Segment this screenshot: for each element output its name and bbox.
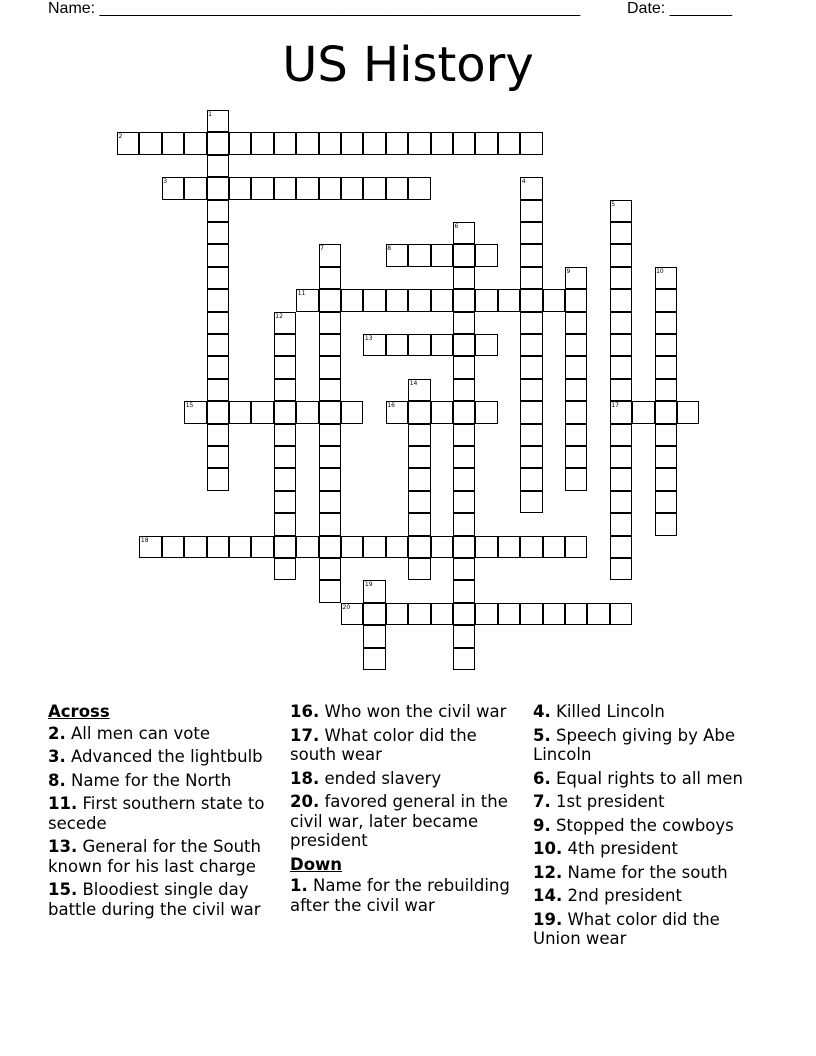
across-clue xyxy=(290,702,526,722)
clue-text: 1st president xyxy=(550,792,665,811)
grid-cell[interactable] xyxy=(453,625,475,647)
grid-cell[interactable] xyxy=(319,132,341,154)
grid-cell[interactable] xyxy=(251,132,273,154)
clue-number-label: 12 xyxy=(275,312,283,320)
down-clue xyxy=(533,792,769,812)
grid-cell[interactable] xyxy=(363,177,385,199)
across-clue xyxy=(290,726,526,765)
clue-number-label: 6 xyxy=(454,223,459,230)
clue-number-label: 7 xyxy=(320,245,324,253)
grid-cell[interactable] xyxy=(386,536,408,558)
grid-cell[interactable] xyxy=(363,289,385,311)
grid-cell[interactable] xyxy=(543,536,565,558)
down-clue xyxy=(533,816,769,836)
grid-cell[interactable] xyxy=(453,401,475,423)
clue-number: 1. xyxy=(290,876,308,895)
grid-cell[interactable] xyxy=(319,356,341,378)
clue-number: 17. xyxy=(290,725,320,745)
across-clue xyxy=(290,769,526,789)
grid-cell[interactable] xyxy=(274,356,296,378)
grid-cell[interactable] xyxy=(610,289,632,311)
grid-cell[interactable] xyxy=(274,513,296,535)
grid-cell[interactable] xyxy=(655,401,677,423)
grid-cell[interactable] xyxy=(274,132,296,154)
grid-cell[interactable] xyxy=(453,312,475,334)
grid-cell[interactable] xyxy=(453,446,475,468)
clue-text: ended slavery xyxy=(319,768,442,788)
grid-cell[interactable] xyxy=(207,312,229,334)
grid-cell[interactable] xyxy=(184,536,206,558)
grid-cell[interactable] xyxy=(386,177,408,199)
grid-cell[interactable] xyxy=(520,289,542,311)
grid-cell[interactable] xyxy=(520,468,542,490)
grid-cell[interactable] xyxy=(408,491,430,513)
grid-cell[interactable] xyxy=(408,603,430,625)
clue-text: General for the South known for his last charge xyxy=(48,837,261,876)
clue-text: favored general in the civil war, later became president xyxy=(290,792,508,850)
grid-cell[interactable] xyxy=(610,491,632,513)
clue-text: Who won the civil war xyxy=(319,702,507,721)
down-clue xyxy=(533,702,769,722)
clue-number-label: 3 xyxy=(163,178,168,186)
grid-cell[interactable] xyxy=(520,132,542,154)
clue-text: What color did the south wear xyxy=(290,725,477,764)
grid-cell[interactable] xyxy=(565,424,587,446)
grid-cell[interactable] xyxy=(319,289,341,311)
clue-number: 6. xyxy=(533,768,551,788)
grid-cell[interactable] xyxy=(408,244,430,266)
grid-cell[interactable] xyxy=(453,424,475,446)
grid-cell[interactable] xyxy=(520,267,542,289)
grid-cell[interactable] xyxy=(453,244,475,266)
grid-cell[interactable] xyxy=(139,132,161,154)
across-clue xyxy=(48,724,284,744)
grid-cell[interactable] xyxy=(610,603,632,625)
clue-number: 20. xyxy=(290,792,320,811)
grid-cell[interactable] xyxy=(296,401,318,423)
grid-cell[interactable] xyxy=(431,132,453,154)
across-clue xyxy=(48,771,284,791)
grid-cell[interactable] xyxy=(207,289,229,311)
grid-cell[interactable] xyxy=(453,491,475,513)
grid-cell[interactable] xyxy=(520,356,542,378)
grid-cell[interactable] xyxy=(363,648,385,670)
grid-cell[interactable] xyxy=(274,491,296,513)
clue-number: 5. xyxy=(533,725,551,745)
down-clue xyxy=(533,839,769,859)
grid-cell[interactable] xyxy=(498,132,520,154)
clue-text: All men can vote xyxy=(65,723,210,743)
grid-cell[interactable] xyxy=(319,446,341,468)
grid-cell[interactable] xyxy=(610,513,632,535)
grid-cell[interactable] xyxy=(386,603,408,625)
clue-number: 4. xyxy=(533,702,551,721)
grid-cell[interactable] xyxy=(274,401,296,423)
grid-cell[interactable] xyxy=(296,536,318,558)
grid-cell[interactable] xyxy=(520,401,542,423)
grid-cell[interactable] xyxy=(475,244,497,266)
grid-cell[interactable] xyxy=(565,468,587,490)
grid-cell[interactable] xyxy=(207,267,229,289)
grid-cell[interactable] xyxy=(319,536,341,558)
grid-cell[interactable] xyxy=(475,536,497,558)
grid-cell[interactable] xyxy=(207,379,229,401)
clue-number-label: 2 xyxy=(118,133,123,141)
grid-cell[interactable] xyxy=(274,424,296,446)
grid-cell[interactable] xyxy=(610,468,632,490)
grid-cell[interactable] xyxy=(207,424,229,446)
grid-cell[interactable] xyxy=(453,334,475,356)
grid-cell[interactable] xyxy=(341,536,363,558)
down-clue xyxy=(533,886,769,906)
grid-cell[interactable] xyxy=(475,132,497,154)
name-field-label: Name: ______________________________________________________ xyxy=(48,0,581,17)
clue-number-label: 9 xyxy=(566,267,571,275)
clue-text: Killed Lincoln xyxy=(550,702,665,721)
grid-cell[interactable] xyxy=(610,536,632,558)
grid-cell[interactable] xyxy=(520,222,542,244)
grid-cell[interactable] xyxy=(386,289,408,311)
clue-column-1 xyxy=(48,702,284,923)
grid-cell[interactable] xyxy=(655,468,677,490)
grid-cell[interactable] xyxy=(475,603,497,625)
grid-cell[interactable] xyxy=(274,379,296,401)
grid-cell[interactable] xyxy=(655,334,677,356)
grid-cell[interactable] xyxy=(319,513,341,535)
grid-cell[interactable] xyxy=(408,334,430,356)
down-clue xyxy=(290,876,526,915)
grid-cell[interactable] xyxy=(207,155,229,177)
grid-cell[interactable] xyxy=(184,177,206,199)
grid-cell[interactable] xyxy=(408,446,430,468)
grid-cell[interactable] xyxy=(520,312,542,334)
grid-cell[interactable] xyxy=(296,132,318,154)
down-clue xyxy=(533,910,769,949)
clue-number: 16. xyxy=(290,702,320,721)
grid-cell[interactable] xyxy=(655,446,677,468)
grid-cell[interactable] xyxy=(475,401,497,423)
grid-cell[interactable] xyxy=(655,356,677,378)
clue-text: Advanced the lightbulb xyxy=(65,747,263,766)
clue-text: What color did the Union wear xyxy=(533,909,720,948)
grid-cell[interactable] xyxy=(655,424,677,446)
grid-cell[interactable] xyxy=(431,401,453,423)
down-clue xyxy=(533,726,769,765)
grid-cell[interactable] xyxy=(341,401,363,423)
grid-cell[interactable] xyxy=(274,468,296,490)
clue-number-label: 8 xyxy=(387,245,392,253)
clue-number: 10. xyxy=(533,839,563,858)
grid-cell[interactable] xyxy=(251,401,273,423)
across-clue xyxy=(48,837,284,876)
clue-text: 4th president xyxy=(562,839,678,858)
grid-cell[interactable] xyxy=(453,468,475,490)
grid-cell[interactable] xyxy=(319,424,341,446)
grid-cell[interactable] xyxy=(610,379,632,401)
grid-cell[interactable] xyxy=(453,379,475,401)
grid-cell[interactable] xyxy=(565,334,587,356)
clue-number-label: 19 xyxy=(364,581,373,589)
grid-cell[interactable] xyxy=(408,289,430,311)
grid-cell[interactable] xyxy=(520,200,542,222)
clue-number-label: 20 xyxy=(342,603,351,611)
grid-cell[interactable] xyxy=(498,603,520,625)
grid-cell[interactable] xyxy=(296,177,318,199)
grid-cell[interactable] xyxy=(274,558,296,580)
grid-cell[interactable] xyxy=(610,222,632,244)
grid-cell[interactable] xyxy=(520,536,542,558)
grid-cell[interactable] xyxy=(655,312,677,334)
clue-number-label: 5 xyxy=(611,200,616,208)
grid-cell[interactable] xyxy=(565,536,587,558)
grid-cell[interactable] xyxy=(543,603,565,625)
grid-cell[interactable] xyxy=(610,424,632,446)
date-field-label: Date: _______ xyxy=(627,0,732,17)
grid-cell[interactable] xyxy=(453,536,475,558)
clue-number-label: 15 xyxy=(185,402,194,410)
grid-cell[interactable] xyxy=(520,244,542,266)
grid-cell[interactable] xyxy=(520,379,542,401)
clue-number: 11. xyxy=(48,794,78,813)
grid-cell[interactable] xyxy=(207,132,229,154)
grid-cell[interactable] xyxy=(431,244,453,266)
grid-cell[interactable] xyxy=(319,379,341,401)
grid-cell[interactable] xyxy=(274,536,296,558)
grid-cell[interactable] xyxy=(207,468,229,490)
grid-cell[interactable] xyxy=(408,401,430,423)
grid-cell[interactable] xyxy=(408,177,430,199)
grid-cell[interactable] xyxy=(207,334,229,356)
down-heading: Down xyxy=(290,854,343,874)
grid-cell[interactable] xyxy=(543,289,565,311)
clue-column-2 xyxy=(290,702,526,919)
down-clue xyxy=(533,769,769,789)
grid-cell[interactable] xyxy=(319,177,341,199)
grid-cell[interactable] xyxy=(274,177,296,199)
grid-cell[interactable] xyxy=(363,625,385,647)
clue-number-label: 11 xyxy=(297,290,306,298)
grid-cell[interactable] xyxy=(319,312,341,334)
grid-cell[interactable] xyxy=(453,132,475,154)
grid-cell[interactable] xyxy=(408,536,430,558)
grid-cell[interactable] xyxy=(207,200,229,222)
grid-cell[interactable] xyxy=(229,177,251,199)
clue-number-label: 18 xyxy=(140,536,149,544)
grid-cell[interactable] xyxy=(453,558,475,580)
grid-cell[interactable] xyxy=(610,312,632,334)
grid-cell[interactable] xyxy=(319,491,341,513)
grid-cell[interactable] xyxy=(229,536,251,558)
grid-cell[interactable] xyxy=(610,356,632,378)
grid-cell[interactable] xyxy=(386,334,408,356)
clue-column-3 xyxy=(533,702,769,953)
grid-cell[interactable] xyxy=(207,446,229,468)
grid-cell[interactable] xyxy=(431,334,453,356)
grid-cell[interactable] xyxy=(610,446,632,468)
clue-number-label: 14 xyxy=(409,379,418,387)
grid-cell[interactable] xyxy=(565,356,587,378)
grid-cell[interactable] xyxy=(229,132,251,154)
grid-cell[interactable] xyxy=(408,468,430,490)
grid-cell[interactable] xyxy=(677,401,699,423)
across-heading: Across xyxy=(48,702,110,721)
down-clue xyxy=(533,863,769,883)
grid-cell[interactable] xyxy=(341,132,363,154)
clue-text: Name for the south xyxy=(562,862,728,882)
grid-cell[interactable] xyxy=(565,289,587,311)
clue-number-label: 13 xyxy=(364,335,373,342)
grid-cell[interactable] xyxy=(453,356,475,378)
clue-number: 9. xyxy=(533,815,551,835)
grid-cell[interactable] xyxy=(363,603,385,625)
across-clue xyxy=(48,880,284,919)
clue-number: 8. xyxy=(48,770,66,790)
clue-number-label: 10 xyxy=(656,267,664,275)
puzzle-title: US History xyxy=(282,37,534,93)
clue-number: 2. xyxy=(48,723,66,743)
grid-cell[interactable] xyxy=(453,289,475,311)
grid-cell[interactable] xyxy=(319,334,341,356)
clue-number: 15. xyxy=(48,880,78,899)
grid-cell[interactable] xyxy=(319,468,341,490)
grid-cell[interactable] xyxy=(520,491,542,513)
clue-text: 2nd president xyxy=(562,886,682,905)
grid-cell[interactable] xyxy=(520,424,542,446)
clue-number: 3. xyxy=(48,747,66,766)
clue-number: 18. xyxy=(290,768,320,788)
grid-cell[interactable] xyxy=(632,401,654,423)
grid-cell[interactable] xyxy=(453,648,475,670)
grid-cell[interactable] xyxy=(319,580,341,602)
grid-cell[interactable] xyxy=(431,289,453,311)
grid-cell[interactable] xyxy=(386,132,408,154)
across-clue xyxy=(48,794,284,833)
grid-cell[interactable] xyxy=(162,132,184,154)
grid-cell[interactable] xyxy=(408,558,430,580)
grid-cell[interactable] xyxy=(453,267,475,289)
clue-text: Speech giving by Abe Lincoln xyxy=(533,725,735,764)
grid-cell[interactable] xyxy=(207,356,229,378)
grid-cell[interactable] xyxy=(251,536,273,558)
grid-cell[interactable] xyxy=(408,513,430,535)
grid-cell[interactable] xyxy=(610,244,632,266)
grid-cell[interactable] xyxy=(610,558,632,580)
grid-cell[interactable] xyxy=(431,536,453,558)
across-clue xyxy=(48,747,284,767)
across-clue xyxy=(290,792,526,851)
grid-cell[interactable] xyxy=(655,513,677,535)
grid-cell[interactable] xyxy=(274,446,296,468)
grid-cell[interactable] xyxy=(655,491,677,513)
clue-number: 7. xyxy=(533,792,551,811)
clue-text: First southern state to secede xyxy=(48,794,265,833)
grid-cell[interactable] xyxy=(319,267,341,289)
grid-cell[interactable] xyxy=(565,379,587,401)
clue-number-label: 1 xyxy=(208,111,212,118)
grid-cell[interactable] xyxy=(453,513,475,535)
clue-number: 12. xyxy=(533,862,563,882)
clue-number: 13. xyxy=(48,837,78,856)
grid-cell[interactable] xyxy=(319,401,341,423)
clue-text: Stopped the cowboys xyxy=(550,815,734,835)
grid-cell[interactable] xyxy=(587,603,609,625)
grid-cell[interactable] xyxy=(341,289,363,311)
grid-cell[interactable] xyxy=(162,536,184,558)
grid-cell[interactable] xyxy=(565,312,587,334)
grid-cell[interactable] xyxy=(655,379,677,401)
grid-cell[interactable] xyxy=(207,177,229,199)
grid-cell[interactable] xyxy=(453,580,475,602)
grid-cell[interactable] xyxy=(475,334,497,356)
grid-cell[interactable] xyxy=(207,244,229,266)
grid-cell[interactable] xyxy=(565,401,587,423)
clue-number-label: 16 xyxy=(387,402,395,410)
grid-cell[interactable] xyxy=(655,289,677,311)
grid-cell[interactable] xyxy=(610,267,632,289)
clue-text: Equal rights to all men xyxy=(550,768,743,788)
clue-text: Name for the rebuilding after the civil war xyxy=(290,876,510,915)
grid-cell[interactable] xyxy=(498,536,520,558)
grid-cell[interactable] xyxy=(610,334,632,356)
grid-cell[interactable] xyxy=(431,603,453,625)
grid-cell[interactable] xyxy=(341,177,363,199)
grid-cell[interactable] xyxy=(207,401,229,423)
grid-cell[interactable] xyxy=(184,132,206,154)
grid-cell[interactable] xyxy=(319,558,341,580)
grid-cell[interactable] xyxy=(363,132,385,154)
grid-cell[interactable] xyxy=(207,536,229,558)
clue-number-label: 17 xyxy=(611,402,619,410)
grid-cell[interactable] xyxy=(565,446,587,468)
grid-cell[interactable] xyxy=(520,334,542,356)
grid-cell[interactable] xyxy=(475,289,497,311)
clue-text: Name for the North xyxy=(65,770,232,790)
grid-cell[interactable] xyxy=(363,536,385,558)
clue-text: Bloodiest single day battle during the civil war xyxy=(48,880,261,919)
clue-number: 19. xyxy=(533,909,563,929)
clue-number: 14. xyxy=(533,886,563,905)
grid-cell[interactable] xyxy=(408,424,430,446)
grid-cell[interactable] xyxy=(251,177,273,199)
grid-cell[interactable] xyxy=(229,401,251,423)
clue-number-label: 4 xyxy=(521,178,526,186)
grid-cell[interactable] xyxy=(207,222,229,244)
grid-cell[interactable] xyxy=(520,603,542,625)
grid-cell[interactable] xyxy=(498,289,520,311)
grid-cell[interactable] xyxy=(408,132,430,154)
grid-cell[interactable] xyxy=(274,334,296,356)
grid-cell[interactable] xyxy=(565,603,587,625)
grid-cell[interactable] xyxy=(520,446,542,468)
grid-cell[interactable] xyxy=(453,603,475,625)
